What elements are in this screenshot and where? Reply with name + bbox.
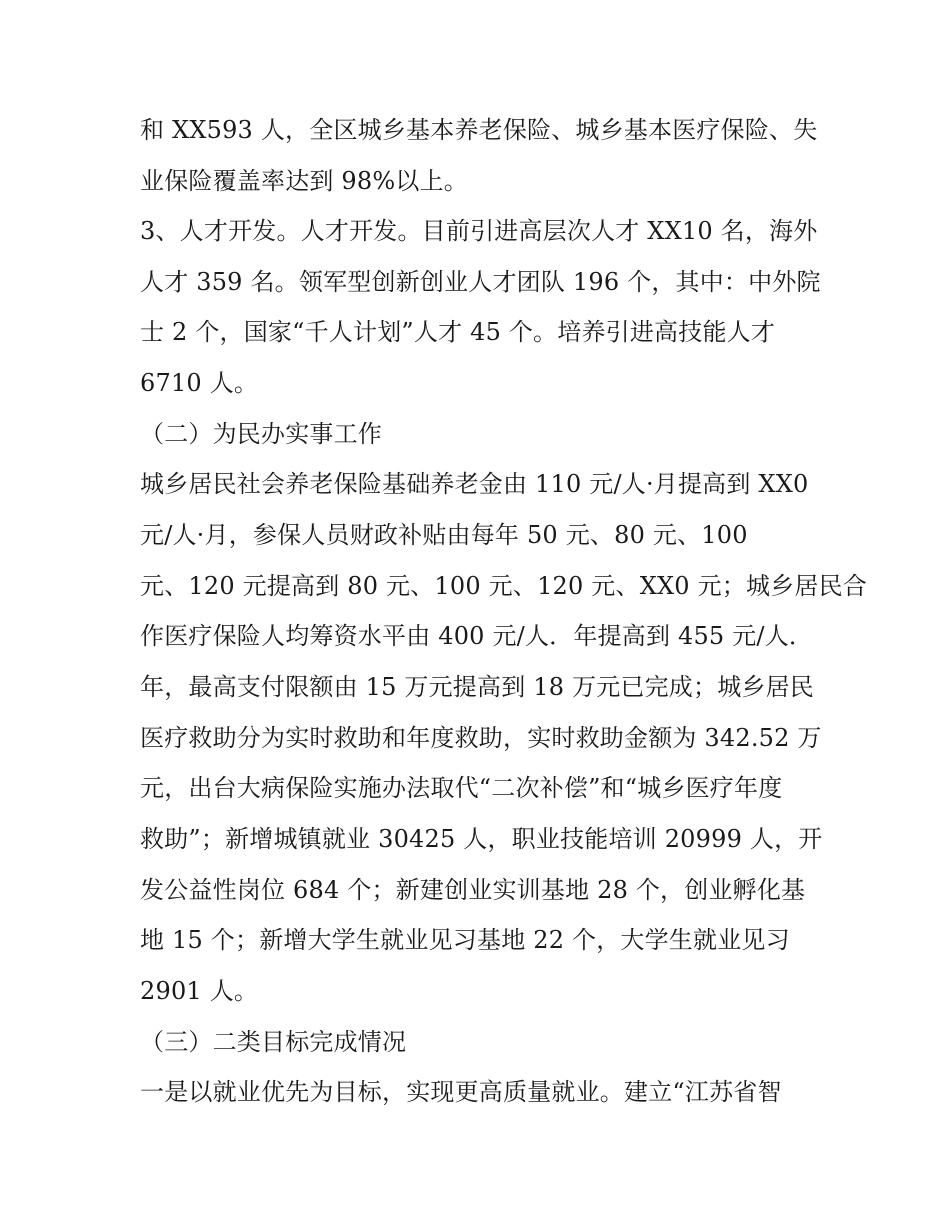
- section-heading: （三）二类目标完成情况: [140, 1028, 407, 1056]
- text-line: 元/人·月，参保人员财政补贴由每年 50 元、80 元、100: [140, 521, 748, 549]
- text-line: 作医疗保险人均筹资水平由 400 元/人．年提高到 455 元/人．: [140, 622, 814, 650]
- text-line: 6710 人。: [140, 369, 259, 397]
- text-line: 3、人才开发。人才开发。目前引进高层次人才 XX10 名，海外: [140, 217, 818, 245]
- text-line: 年，最高支付限额由 15 万元提高到 18 万元已完成；城乡居民: [140, 673, 814, 701]
- text-line: 救助”；新增城镇就业 30425 人，职业技能培训 20999 人，开: [140, 825, 823, 853]
- text-line: 发公益性岗位 684 个；新建创业实训基地 28 个，创业孵化基: [140, 876, 806, 904]
- text-line: 元、120 元提高到 80 元、100 元、120 元、XX0 元；城乡居民合: [140, 572, 867, 600]
- text-line: 地 15 个；新增大学生就业见习基地 22 个，大学生就业见习: [140, 926, 790, 954]
- text-line: 城乡居民社会养老保险基础养老金由 110 元/人·月提高到 XX0: [140, 470, 809, 498]
- section-heading: （二）为民办实事工作: [140, 420, 382, 448]
- text-line: 业保险覆盖率达到 98%以上。: [140, 167, 468, 195]
- text-line: 医疗救助分为实时救助和年度救助，实时救助金额为 342.52 万: [140, 724, 822, 752]
- text-line: 一是以就业优先为目标，实现更高质量就业。建立“江苏省智: [140, 1078, 782, 1106]
- text-line: 元，出台大病保险实施办法取代“二次补偿”和“城乡医疗年度: [140, 774, 783, 802]
- text-line: 和 XX593 人，全区城乡基本养老保险、城乡基本医疗保险、失: [140, 116, 818, 144]
- text-line: 2901 人。: [140, 977, 259, 1005]
- text-line: 士 2 个，国家“千人计划”人才 45 个。培养引进高技能人才: [140, 318, 776, 346]
- text-line: 人才 359 名。领军型创新创业人才团队 196 个，其中：中外院: [140, 268, 821, 296]
